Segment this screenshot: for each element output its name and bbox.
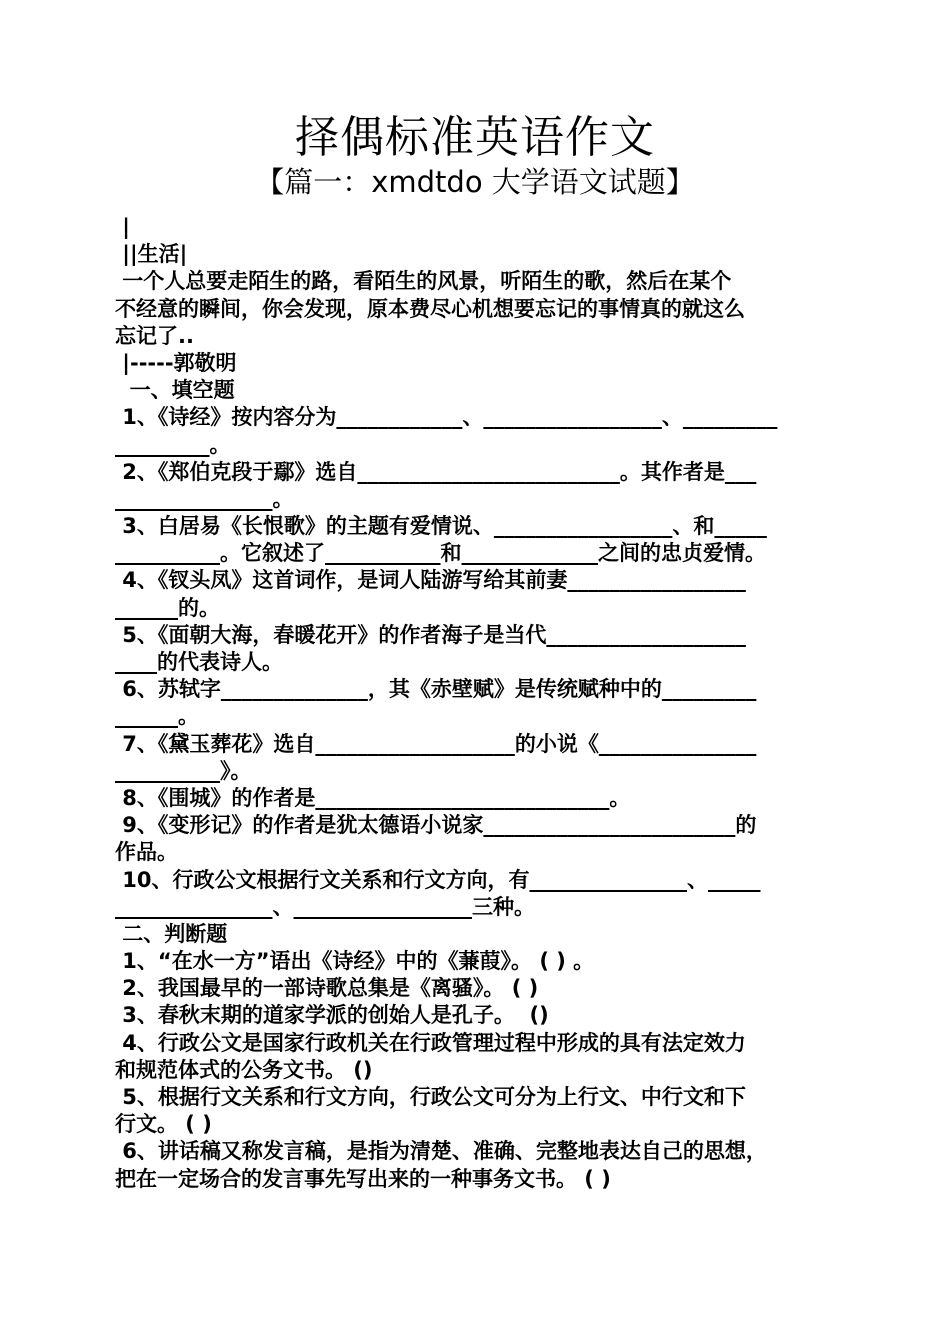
text-line: 6、苏轼字______________，其《赤壁赋》是传统赋种中的_________	[115, 677, 757, 702]
text-line: |-----郭敬明	[115, 350, 237, 375]
document-title: 择偶标准英语作文	[295, 112, 655, 163]
text-line: ______的。	[115, 595, 220, 620]
document-subtitle: 【篇一：xmdtdo 大学语文试题】	[255, 165, 695, 199]
text-line: 不经意的瞬间，你会发现，原本费尽心机想要忘记的事情真的就这么	[115, 296, 745, 321]
text-line: 5、《面朝大海，春暖花开》的作者海子是当代___________________	[115, 622, 746, 647]
text-line: ______。	[115, 704, 199, 729]
text-line: _______________。	[115, 486, 294, 511]
text-line: 和规范体式的公务文书。 ()	[115, 1057, 373, 1082]
text-line: 忘记了..	[115, 323, 194, 348]
text-line: 3、春秋末期的道家学派的创始人是孔子。 ()	[115, 1003, 549, 1028]
text-line: 9、《变形记》的作者是犹太德语小说家________________________的	[115, 813, 757, 838]
text-line: 3、白居易《长恨歌》的主题有爱情说、_________________、和_____	[115, 514, 767, 539]
text-line: 行文。 ( )	[115, 1112, 212, 1137]
text-line: __________。它叙述了___________和_____________之间的忠贞爱情。	[115, 541, 766, 566]
text-line: 4、行政公文是国家行政机关在行政管理过程中形成的具有法定效力	[115, 1030, 746, 1055]
text-line: 2、《郑伯克段于鄢》选自_________________________。其作者是___	[115, 459, 757, 484]
text-line: 2、我国最早的一部诗歌总集是《离骚》。 ( )	[115, 976, 539, 1001]
text-line: 1、《诗经》按内容分为____________、_________________、_________	[115, 405, 778, 430]
text-line: 5、根据行文关系和行文方向，行政公文可分为上行文、中行文和下	[115, 1085, 746, 1109]
text-line: 作品。	[115, 840, 178, 865]
text-line: 6、讲话稿又称发言稿，是指为清楚、准确、完整地表达自己的思想，	[115, 1139, 767, 1164]
text-line: __________》。	[115, 758, 252, 783]
text-line: ||生活|	[115, 242, 188, 267]
text-line: _________。	[115, 432, 231, 457]
text-line: 10、行政公文根据行文关系和行文方向，有_______________、_____	[115, 867, 761, 892]
text-line: _______________、_________________三种。	[115, 894, 535, 919]
text-line: |	[115, 215, 130, 239]
text-line: 8、《围城》的作者是____________________________。	[115, 785, 631, 810]
text-line: 把在一定场合的发言事先写出来的一种事务文书。 ( )	[115, 1166, 611, 1191]
text-line: 一个人总要走陌生的路，看陌生的风景，听陌生的歌，然后在某个	[115, 269, 732, 294]
text-line: ____的代表诗人。	[115, 650, 283, 674]
document-body	[115, 214, 837, 1193]
text-line: 7、《黛玉葬花》选自___________________的小说《_______________	[115, 731, 757, 756]
text-line: 一、填空题	[115, 378, 235, 403]
text-line: 1、“在水一方”语出《诗经》中的《蒹葭》。 ( ) 。	[115, 949, 595, 974]
text-line: 二、判断题	[115, 921, 228, 946]
text-line: 4、《钗头凤》这首词作，是词人陆游写给其前妻_________________	[115, 568, 746, 593]
